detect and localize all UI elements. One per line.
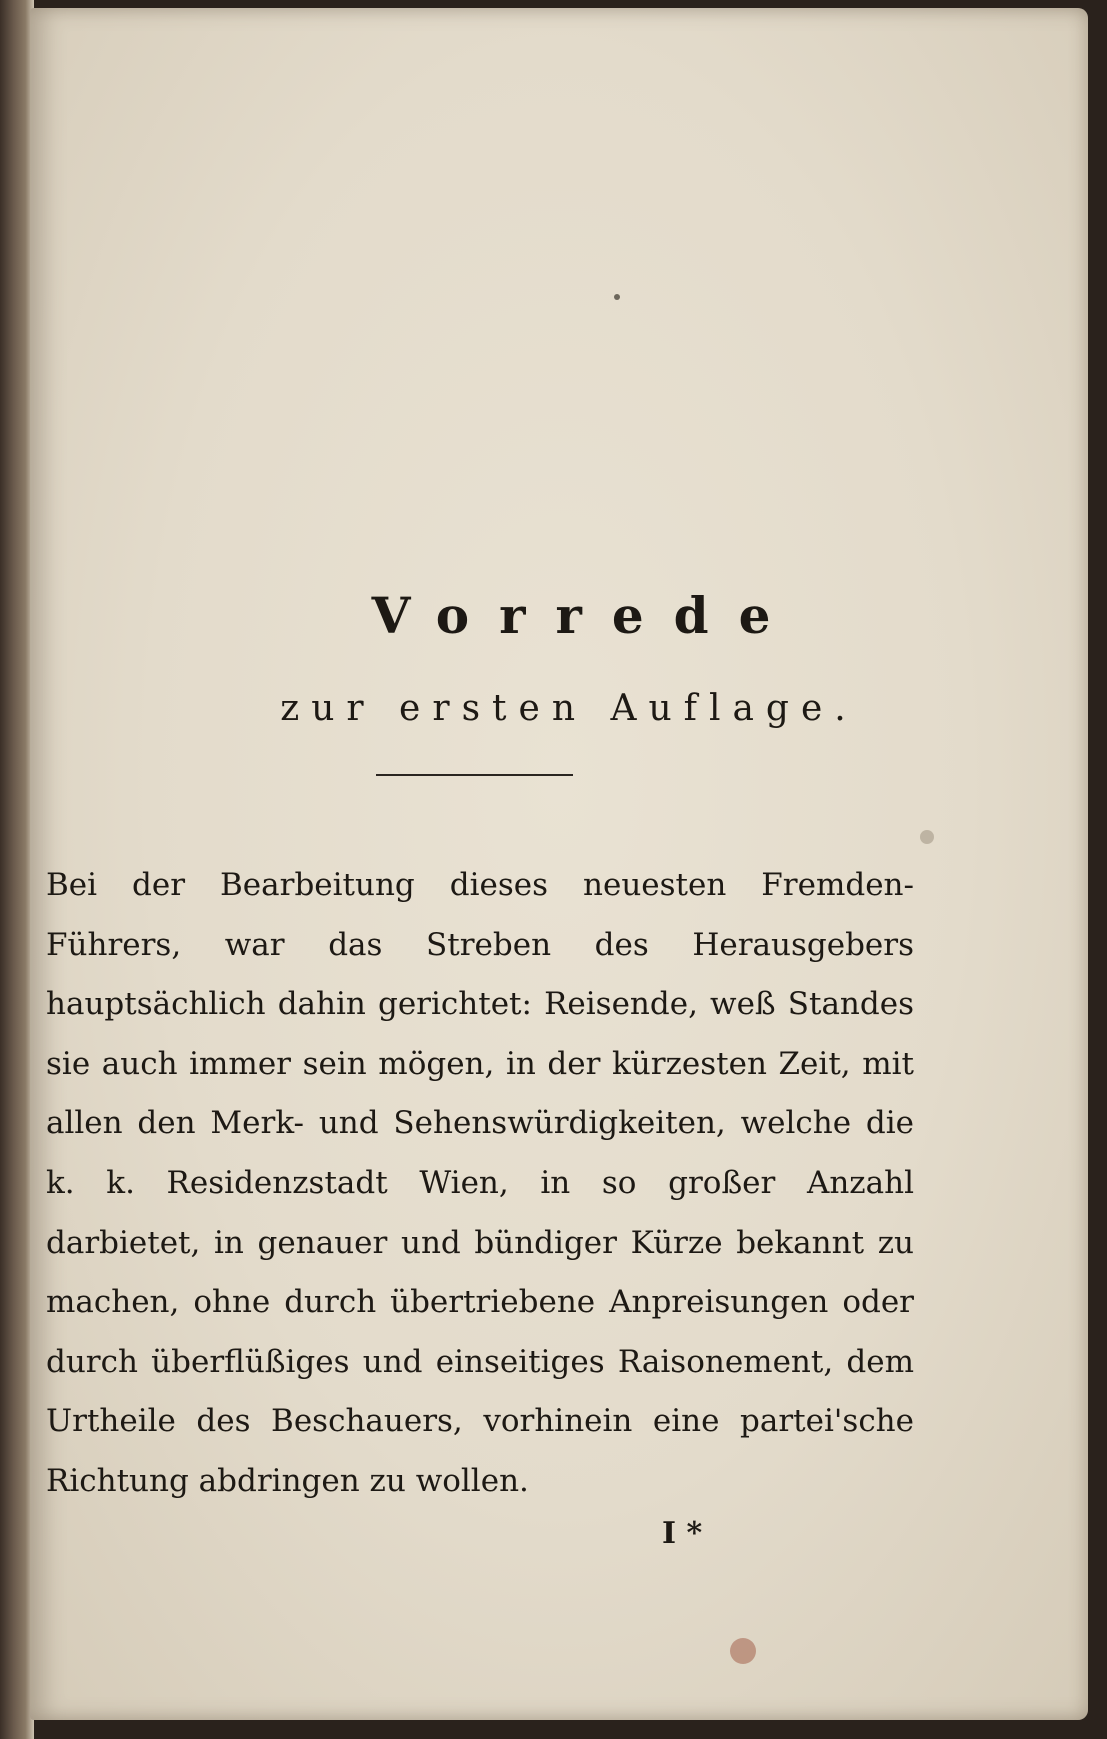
preface-paragraph: Bei der Bearbeitung dieses neuesten Fremden-Führers, war das Streben des Herausgebers hauptsächlich dahin gerichtet: Reisende, weß Standes sie auch immer sein mögen, in der kürzesten Zeit, mit allen den Merk- und Sehenswürdigkeiten, welche die k. k. Residenzstadt Wien, in so großer Anzahl darbietet, in genauer und bündiger Kürze bekannt zu machen, ohne durch übertriebene Anpreisungen oder durch überflüßiges und einseitiges Raisonement, dem Urtheile des Beschauers, vorhinein eine partei'sche Richtung abdringen zu wollen. (46, 867, 914, 1499)
paper-stain (920, 830, 934, 844)
title-divider (376, 774, 573, 776)
page-subtitle: zur ersten Auflage. (280, 688, 858, 729)
signature-mark: I * (662, 1516, 703, 1551)
paper-stain (730, 1638, 756, 1664)
book-binding-gutter (0, 0, 34, 1739)
book-page (30, 8, 1088, 1720)
page-title: Vorrede (371, 586, 801, 645)
paper-stain (614, 294, 620, 300)
